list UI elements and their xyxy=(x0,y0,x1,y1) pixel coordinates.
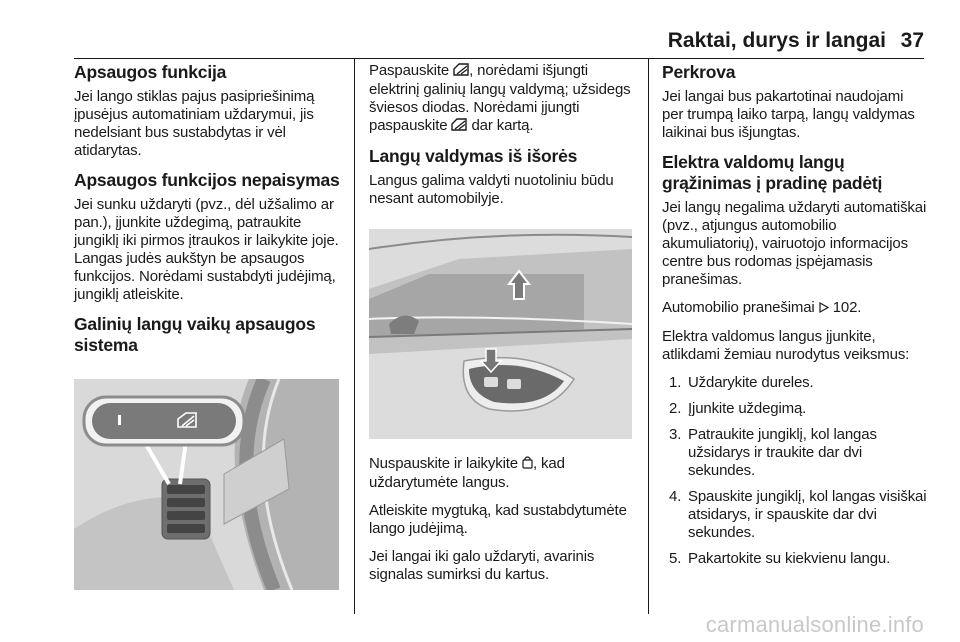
child-lock-paragraph xyxy=(369,62,633,136)
section-title-protection: Apsaugos funkcija xyxy=(74,62,227,82)
child-lock-text-a: Paspauskite xyxy=(369,62,450,79)
section-title-override: Apsaugos funkcijos nepaisymas xyxy=(74,170,340,190)
page-number: 37 xyxy=(900,29,924,52)
list-item: 5. Pakartokite su kiekvienu langu. xyxy=(669,550,891,567)
list-item: 2. Įjunkite uždegimą. xyxy=(669,400,807,417)
section-text-override: Jei sunku uždaryti (pvz., dėl užšalimo ar pan.), įjunkite uždegimą, patraukite jungiklį iki pirmos įtraukos ir laikykite joje. Langas judės aukštyn be apsaugos funkcijos. Norėdami sustabdyti judėjimą, jungiklį atleiskite. xyxy=(74,196,339,303)
column-3 xyxy=(662,62,927,576)
press-hold-text-b: , kad uždarytumėte langus. xyxy=(369,455,565,491)
reset-intro-paragraph: Jei langų negalima uždaryti automatiškai (pvz., atjungus automobilio akumuliatorių), vairuotojo informacijos centre bus rodomas įspėjamasis pranešimas. xyxy=(662,199,927,288)
header-title: Raktai, durys ir langai xyxy=(667,29,886,52)
remote-lock-button-icon xyxy=(522,455,533,474)
watermark: carmanualsonline.info xyxy=(705,612,924,637)
section-text-overload: Jei langai bus pakartotinai naudojami per trumpą laiko tarpą, langų valdymas laikinai bus išjungtas. xyxy=(662,88,915,141)
list-item: 4. Spauskite jungiklį, kol langas visiškai atsidarys, ir spauskite dar dvi sekundes. xyxy=(669,488,927,541)
reset-steps-intro: Elektra valdomus langus įjunkite, atlikdami žemiau nurodytus veiksmus: xyxy=(662,328,910,363)
column-1 xyxy=(74,62,344,361)
page-header xyxy=(0,28,960,56)
press-hold-text-a: Nuspauskite ir laikykite xyxy=(369,455,518,472)
vehicle-messages-reference xyxy=(662,299,927,318)
vehicle-messages-text: Automobilio pranešimai xyxy=(662,299,815,316)
reset-steps-list xyxy=(662,374,927,568)
rear-window-lock-icon xyxy=(453,63,469,81)
column-divider-2 xyxy=(648,58,649,614)
list-item: 1. Uždarykite dureles. xyxy=(669,374,814,391)
hazard-paragraph: Jei langai iki galo uždaryti, avarinis signalas sumirksi du kartus. xyxy=(369,548,595,583)
child-lock-text-c: dar kartą. xyxy=(471,117,534,134)
press-hold-paragraph xyxy=(369,455,633,492)
remote-window-control-illustration xyxy=(369,229,632,439)
section-title-overload: Perkrova xyxy=(662,62,736,82)
release-paragraph: Atleiskite mygtuką, kad sustabdytumėte lango judėjimą. xyxy=(369,502,627,537)
list-item: 3. Patraukite jungiklį, kol langas užsidarys ir traukite dar dvi sekundes. xyxy=(669,426,877,479)
column-divider-1 xyxy=(354,58,355,614)
child-lock-text-b: , norėdami išjungti elektrinį galinių langų valdymą; užsidegs šviesos diodas. Norėdami įjungti paspauskite xyxy=(369,62,631,134)
rear-window-lock-icon-2 xyxy=(451,118,467,136)
header-rule xyxy=(74,58,924,59)
section-title-remote: Langų valdymas iš išorės xyxy=(369,146,578,166)
section-text-remote: Langus galima valdyti nuotoliniu būdu nesant automobilyje. xyxy=(369,172,614,207)
vehicle-messages-page: 102. xyxy=(832,299,862,316)
column-2 xyxy=(369,62,633,218)
page-reference-icon xyxy=(819,300,829,318)
section-text-protection: Jei lango stiklas pajus pasipriešinimą įpusėjus automatiniam uždarymui, jis nedelsiant bus sustabdytas ir vėl atidarytas. xyxy=(74,88,315,159)
column-2-lower xyxy=(369,455,633,594)
section-title-reset: Elektra valdomų langų grąžinimas į pradinę padėtį xyxy=(662,152,883,193)
child-lock-switch-illustration xyxy=(74,379,339,590)
section-title-child-lock: Galinių langų vaikų apsaugos sistema xyxy=(74,314,316,355)
